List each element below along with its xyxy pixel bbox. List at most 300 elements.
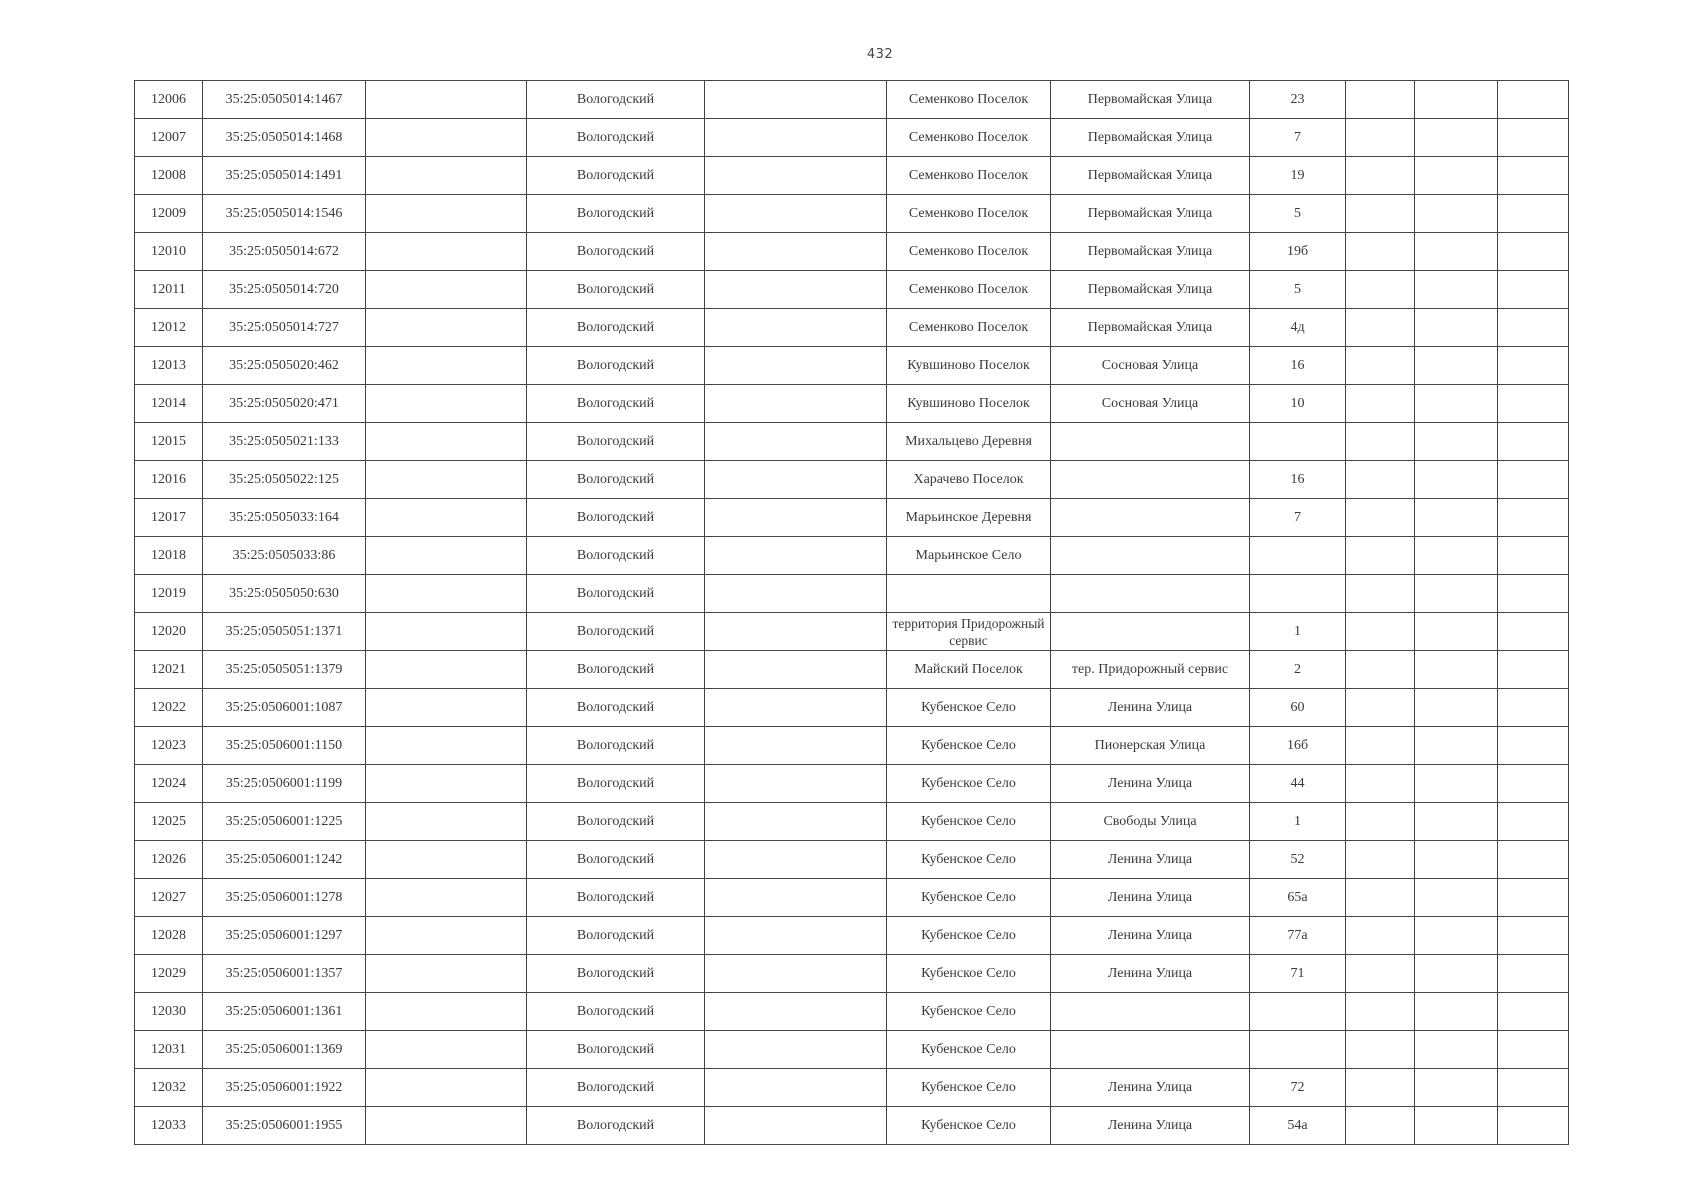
blank-cell-a xyxy=(366,537,527,575)
blank-cell-b xyxy=(705,689,887,727)
blank-cell-c xyxy=(1346,271,1415,309)
blank-cell-d xyxy=(1415,385,1498,423)
settlement-cell: Кувшиново Поселок xyxy=(887,385,1051,423)
blank-cell-a xyxy=(366,271,527,309)
settlement-cell: Марьинское Деревня xyxy=(887,499,1051,537)
street-cell: Первомайская Улица xyxy=(1051,157,1250,195)
blank-cell-b xyxy=(705,461,887,499)
blank-cell-d xyxy=(1415,689,1498,727)
blank-cell-b xyxy=(705,195,887,233)
row-number-cell: 12032 xyxy=(135,1069,203,1107)
cadastral-number-cell: 35:25:0505014:1468 xyxy=(203,119,366,157)
blank-cell-c xyxy=(1346,689,1415,727)
table-row xyxy=(135,499,1569,537)
blank-cell-d xyxy=(1415,119,1498,157)
blank-cell-c xyxy=(1346,119,1415,157)
blank-cell-a xyxy=(366,993,527,1031)
table-row xyxy=(135,157,1569,195)
blank-cell-a xyxy=(366,803,527,841)
row-number-cell: 12015 xyxy=(135,423,203,461)
district-cell: Вологодский xyxy=(527,347,705,385)
settlement-cell: Михальцево Деревня xyxy=(887,423,1051,461)
settlement-cell: Кубенское Село xyxy=(887,879,1051,917)
blank-cell-e xyxy=(1498,727,1569,765)
blank-cell-b xyxy=(705,385,887,423)
blank-cell-c xyxy=(1346,195,1415,233)
cadastral-number-cell: 35:25:0506001:1361 xyxy=(203,993,366,1031)
house-number-cell: 52 xyxy=(1250,841,1346,879)
blank-cell-a xyxy=(366,309,527,347)
house-number-cell: 54а xyxy=(1250,1107,1346,1145)
cadastral-number-cell: 35:25:0506001:1357 xyxy=(203,955,366,993)
district-cell: Вологодский xyxy=(527,993,705,1031)
house-number-cell: 5 xyxy=(1250,195,1346,233)
cadastral-number-cell: 35:25:0505014:1467 xyxy=(203,81,366,119)
blank-cell-a xyxy=(366,157,527,195)
cadastral-number-cell: 35:25:0506001:1242 xyxy=(203,841,366,879)
blank-cell-b xyxy=(705,233,887,271)
row-number-cell: 12022 xyxy=(135,689,203,727)
house-number-cell xyxy=(1250,537,1346,575)
row-number-cell: 12006 xyxy=(135,81,203,119)
blank-cell-c xyxy=(1346,765,1415,803)
blank-cell-a xyxy=(366,689,527,727)
street-cell xyxy=(1051,499,1250,537)
blank-cell-d xyxy=(1415,879,1498,917)
blank-cell-b xyxy=(705,955,887,993)
street-cell xyxy=(1051,461,1250,499)
blank-cell-c xyxy=(1346,1031,1415,1069)
settlement-cell: Кубенское Село xyxy=(887,727,1051,765)
blank-cell-b xyxy=(705,841,887,879)
district-cell: Вологодский xyxy=(527,423,705,461)
blank-cell-a xyxy=(366,461,527,499)
blank-cell-b xyxy=(705,993,887,1031)
table-row xyxy=(135,119,1569,157)
blank-cell-b xyxy=(705,651,887,689)
street-cell: Первомайская Улица xyxy=(1051,271,1250,309)
district-cell: Вологодский xyxy=(527,1069,705,1107)
blank-cell-c xyxy=(1346,879,1415,917)
table-row xyxy=(135,575,1569,613)
table-row xyxy=(135,879,1569,917)
blank-cell-d xyxy=(1415,1069,1498,1107)
district-cell: Вологодский xyxy=(527,651,705,689)
district-cell: Вологодский xyxy=(527,1107,705,1145)
table-row xyxy=(135,537,1569,575)
street-cell xyxy=(1051,575,1250,613)
house-number-cell xyxy=(1250,1031,1346,1069)
blank-cell-b xyxy=(705,879,887,917)
row-number-cell: 12010 xyxy=(135,233,203,271)
blank-cell-d xyxy=(1415,233,1498,271)
table-row xyxy=(135,689,1569,727)
street-cell: Первомайская Улица xyxy=(1051,233,1250,271)
street-cell: Ленина Улица xyxy=(1051,765,1250,803)
table-row xyxy=(135,613,1569,651)
blank-cell-c xyxy=(1346,81,1415,119)
blank-cell-a xyxy=(366,1107,527,1145)
blank-cell-e xyxy=(1498,803,1569,841)
blank-cell-e xyxy=(1498,537,1569,575)
settlement-cell: Семенково Поселок xyxy=(887,195,1051,233)
blank-cell-d xyxy=(1415,955,1498,993)
blank-cell-c xyxy=(1346,993,1415,1031)
blank-cell-c xyxy=(1346,651,1415,689)
blank-cell-a xyxy=(366,385,527,423)
blank-cell-c xyxy=(1346,803,1415,841)
blank-cell-a xyxy=(366,195,527,233)
district-cell: Вологодский xyxy=(527,157,705,195)
blank-cell-e xyxy=(1498,157,1569,195)
house-number-cell xyxy=(1250,575,1346,613)
cadastral-number-cell: 35:25:0506001:1225 xyxy=(203,803,366,841)
blank-cell-e xyxy=(1498,385,1569,423)
district-cell: Вологодский xyxy=(527,803,705,841)
blank-cell-c xyxy=(1346,917,1415,955)
blank-cell-d xyxy=(1415,727,1498,765)
district-cell: Вологодский xyxy=(527,613,705,651)
settlement-cell: Кубенское Село xyxy=(887,1031,1051,1069)
blank-cell-d xyxy=(1415,347,1498,385)
row-number-cell: 12008 xyxy=(135,157,203,195)
table-row xyxy=(135,727,1569,765)
cadastral-number-cell: 35:25:0506001:1278 xyxy=(203,879,366,917)
district-cell: Вологодский xyxy=(527,879,705,917)
street-cell: Сосновая Улица xyxy=(1051,385,1250,423)
row-number-cell: 12019 xyxy=(135,575,203,613)
blank-cell-b xyxy=(705,917,887,955)
street-cell xyxy=(1051,613,1250,651)
table-row xyxy=(135,1069,1569,1107)
street-cell: Первомайская Улица xyxy=(1051,309,1250,347)
blank-cell-a xyxy=(366,917,527,955)
blank-cell-a xyxy=(366,765,527,803)
cadastral-number-cell: 35:25:0505051:1379 xyxy=(203,651,366,689)
district-cell: Вологодский xyxy=(527,917,705,955)
district-cell: Вологодский xyxy=(527,537,705,575)
settlement-cell: Кубенское Село xyxy=(887,803,1051,841)
street-cell: Сосновая Улица xyxy=(1051,347,1250,385)
blank-cell-e xyxy=(1498,309,1569,347)
blank-cell-b xyxy=(705,1107,887,1145)
blank-cell-d xyxy=(1415,157,1498,195)
blank-cell-e xyxy=(1498,1107,1569,1145)
blank-cell-d xyxy=(1415,917,1498,955)
house-number-cell: 71 xyxy=(1250,955,1346,993)
street-cell: Ленина Улица xyxy=(1051,1107,1250,1145)
house-number-cell: 10 xyxy=(1250,385,1346,423)
settlement-cell: Семенково Поселок xyxy=(887,233,1051,271)
row-number-cell: 12023 xyxy=(135,727,203,765)
blank-cell-c xyxy=(1346,309,1415,347)
table-row xyxy=(135,1107,1569,1145)
blank-cell-e xyxy=(1498,841,1569,879)
blank-cell-c xyxy=(1346,461,1415,499)
blank-cell-d xyxy=(1415,309,1498,347)
blank-cell-e xyxy=(1498,195,1569,233)
blank-cell-a xyxy=(366,613,527,651)
blank-cell-b xyxy=(705,499,887,537)
blank-cell-c xyxy=(1346,423,1415,461)
settlement-cell: Кубенское Село xyxy=(887,765,1051,803)
blank-cell-b xyxy=(705,537,887,575)
row-number-cell: 12014 xyxy=(135,385,203,423)
settlement-cell: Кубенское Село xyxy=(887,841,1051,879)
blank-cell-c xyxy=(1346,841,1415,879)
blank-cell-e xyxy=(1498,917,1569,955)
cadastral-number-cell: 35:25:0505014:672 xyxy=(203,233,366,271)
cadastral-number-cell: 35:25:0505020:462 xyxy=(203,347,366,385)
row-number-cell: 12018 xyxy=(135,537,203,575)
blank-cell-d xyxy=(1415,537,1498,575)
cadastral-number-cell: 35:25:0505014:720 xyxy=(203,271,366,309)
district-cell: Вологодский xyxy=(527,309,705,347)
cadastral-number-cell: 35:25:0505033:86 xyxy=(203,537,366,575)
table-row xyxy=(135,81,1569,119)
blank-cell-e xyxy=(1498,499,1569,537)
blank-cell-a xyxy=(366,347,527,385)
street-cell xyxy=(1051,423,1250,461)
cadastral-number-cell: 35:25:0506001:1369 xyxy=(203,1031,366,1069)
table-row xyxy=(135,461,1569,499)
blank-cell-b xyxy=(705,727,887,765)
blank-cell-a xyxy=(366,879,527,917)
blank-cell-b xyxy=(705,575,887,613)
house-number-cell xyxy=(1250,993,1346,1031)
table-row xyxy=(135,233,1569,271)
blank-cell-e xyxy=(1498,461,1569,499)
district-cell: Вологодский xyxy=(527,81,705,119)
district-cell: Вологодский xyxy=(527,119,705,157)
row-number-cell: 12027 xyxy=(135,879,203,917)
house-number-cell: 16 xyxy=(1250,347,1346,385)
house-number-cell: 7 xyxy=(1250,119,1346,157)
district-cell: Вологодский xyxy=(527,271,705,309)
table-row xyxy=(135,1031,1569,1069)
settlement-cell: Кубенское Село xyxy=(887,1069,1051,1107)
blank-cell-d xyxy=(1415,803,1498,841)
table-row xyxy=(135,385,1569,423)
blank-cell-b xyxy=(705,157,887,195)
cadastral-number-cell: 35:25:0506001:1150 xyxy=(203,727,366,765)
row-number-cell: 12029 xyxy=(135,955,203,993)
table-row xyxy=(135,993,1569,1031)
district-cell: Вологодский xyxy=(527,461,705,499)
blank-cell-d xyxy=(1415,81,1498,119)
house-number-cell: 19б xyxy=(1250,233,1346,271)
blank-cell-a xyxy=(366,727,527,765)
blank-cell-d xyxy=(1415,499,1498,537)
blank-cell-c xyxy=(1346,157,1415,195)
street-cell: Свободы Улица xyxy=(1051,803,1250,841)
cadastral-number-cell: 35:25:0505014:1546 xyxy=(203,195,366,233)
settlement-cell: Кубенское Село xyxy=(887,1107,1051,1145)
blank-cell-b xyxy=(705,119,887,157)
street-cell: Первомайская Улица xyxy=(1051,119,1250,157)
district-cell: Вологодский xyxy=(527,689,705,727)
blank-cell-c xyxy=(1346,1107,1415,1145)
blank-cell-d xyxy=(1415,993,1498,1031)
blank-cell-a xyxy=(366,499,527,537)
blank-cell-e xyxy=(1498,613,1569,651)
blank-cell-b xyxy=(705,347,887,385)
street-cell: Ленина Улица xyxy=(1051,917,1250,955)
blank-cell-a xyxy=(366,575,527,613)
house-number-cell: 23 xyxy=(1250,81,1346,119)
blank-cell-a xyxy=(366,423,527,461)
cadastral-number-cell: 35:25:0505014:727 xyxy=(203,309,366,347)
district-cell: Вологодский xyxy=(527,195,705,233)
row-number-cell: 12011 xyxy=(135,271,203,309)
blank-cell-c xyxy=(1346,233,1415,271)
street-cell: Ленина Улица xyxy=(1051,879,1250,917)
district-cell: Вологодский xyxy=(527,955,705,993)
blank-cell-e xyxy=(1498,689,1569,727)
cadastral-number-cell: 35:25:0506001:1297 xyxy=(203,917,366,955)
house-number-cell: 16б xyxy=(1250,727,1346,765)
settlement-cell: Семенково Поселок xyxy=(887,81,1051,119)
blank-cell-b xyxy=(705,765,887,803)
blank-cell-e xyxy=(1498,993,1569,1031)
settlement-cell: Семенково Поселок xyxy=(887,119,1051,157)
blank-cell-e xyxy=(1498,1069,1569,1107)
blank-cell-c xyxy=(1346,537,1415,575)
cadastral-number-cell: 35:25:0505014:1491 xyxy=(203,157,366,195)
table-row xyxy=(135,423,1569,461)
settlement-cell: Кубенское Село xyxy=(887,993,1051,1031)
table-row xyxy=(135,841,1569,879)
row-number-cell: 12031 xyxy=(135,1031,203,1069)
street-cell: Ленина Улица xyxy=(1051,1069,1250,1107)
blank-cell-d xyxy=(1415,423,1498,461)
settlement-cell: Кубенское Село xyxy=(887,689,1051,727)
row-number-cell: 12024 xyxy=(135,765,203,803)
blank-cell-d xyxy=(1415,765,1498,803)
settlement-cell: Семенково Поселок xyxy=(887,271,1051,309)
blank-cell-d xyxy=(1415,1107,1498,1145)
blank-cell-a xyxy=(366,955,527,993)
house-number-cell: 72 xyxy=(1250,1069,1346,1107)
settlement-cell: Марьинское Село xyxy=(887,537,1051,575)
blank-cell-e xyxy=(1498,347,1569,385)
house-number-cell: 65а xyxy=(1250,879,1346,917)
settlement-cell: Кубенское Село xyxy=(887,917,1051,955)
blank-cell-a xyxy=(366,1069,527,1107)
district-cell: Вологодский xyxy=(527,841,705,879)
street-cell: Ленина Улица xyxy=(1051,689,1250,727)
cadastral-number-cell: 35:25:0505033:164 xyxy=(203,499,366,537)
row-number-cell: 12028 xyxy=(135,917,203,955)
blank-cell-e xyxy=(1498,765,1569,803)
house-number-cell: 7 xyxy=(1250,499,1346,537)
street-cell xyxy=(1051,993,1250,1031)
blank-cell-c xyxy=(1346,613,1415,651)
table-row xyxy=(135,271,1569,309)
street-cell: Ленина Улица xyxy=(1051,955,1250,993)
row-number-cell: 12020 xyxy=(135,613,203,651)
table-row xyxy=(135,309,1569,347)
row-number-cell: 12016 xyxy=(135,461,203,499)
blank-cell-d xyxy=(1415,575,1498,613)
district-cell: Вологодский xyxy=(527,727,705,765)
blank-cell-a xyxy=(366,233,527,271)
page-number: 432 xyxy=(866,47,894,62)
registry-body xyxy=(135,81,1569,1145)
settlement-cell: Харачево Поселок xyxy=(887,461,1051,499)
house-number-cell: 77а xyxy=(1250,917,1346,955)
house-number-cell: 4д xyxy=(1250,309,1346,347)
settlement-cell: территория Придорожный сервис xyxy=(887,613,1051,651)
district-cell: Вологодский xyxy=(527,765,705,803)
blank-cell-e xyxy=(1498,1031,1569,1069)
cadastral-number-cell: 35:25:0506001:1955 xyxy=(203,1107,366,1145)
blank-cell-a xyxy=(366,841,527,879)
blank-cell-d xyxy=(1415,841,1498,879)
district-cell: Вологодский xyxy=(527,499,705,537)
cadastral-number-cell: 35:25:0505051:1371 xyxy=(203,613,366,651)
house-number-cell: 60 xyxy=(1250,689,1346,727)
table-row xyxy=(135,955,1569,993)
street-cell: Пионерская Улица xyxy=(1051,727,1250,765)
street-cell: Первомайская Улица xyxy=(1051,81,1250,119)
row-number-cell: 12021 xyxy=(135,651,203,689)
blank-cell-e xyxy=(1498,233,1569,271)
blank-cell-c xyxy=(1346,499,1415,537)
table-row xyxy=(135,347,1569,385)
blank-cell-d xyxy=(1415,461,1498,499)
district-cell: Вологодский xyxy=(527,575,705,613)
house-number-cell: 19 xyxy=(1250,157,1346,195)
cadastral-number-cell: 35:25:0505022:125 xyxy=(203,461,366,499)
settlement-cell: Семенково Поселок xyxy=(887,309,1051,347)
blank-cell-b xyxy=(705,613,887,651)
row-number-cell: 12009 xyxy=(135,195,203,233)
blank-cell-b xyxy=(705,81,887,119)
blank-cell-a xyxy=(366,81,527,119)
blank-cell-b xyxy=(705,1069,887,1107)
blank-cell-e xyxy=(1498,271,1569,309)
street-cell: Ленина Улица xyxy=(1051,841,1250,879)
blank-cell-e xyxy=(1498,955,1569,993)
registry-table xyxy=(134,80,1569,1145)
blank-cell-e xyxy=(1498,651,1569,689)
row-number-cell: 12030 xyxy=(135,993,203,1031)
blank-cell-e xyxy=(1498,879,1569,917)
blank-cell-c xyxy=(1346,575,1415,613)
blank-cell-a xyxy=(366,1031,527,1069)
house-number-cell: 16 xyxy=(1250,461,1346,499)
blank-cell-b xyxy=(705,803,887,841)
cadastral-number-cell: 35:25:0506001:1087 xyxy=(203,689,366,727)
blank-cell-a xyxy=(366,119,527,157)
cadastral-number-cell: 35:25:0506001:1199 xyxy=(203,765,366,803)
blank-cell-c xyxy=(1346,385,1415,423)
table-row xyxy=(135,917,1569,955)
blank-cell-e xyxy=(1498,81,1569,119)
blank-cell-d xyxy=(1415,613,1498,651)
blank-cell-e xyxy=(1498,423,1569,461)
settlement-cell: Кубенское Село xyxy=(887,955,1051,993)
district-cell: Вологодский xyxy=(527,233,705,271)
blank-cell-a xyxy=(366,651,527,689)
street-cell: тер. Придорожный сервис xyxy=(1051,651,1250,689)
blank-cell-e xyxy=(1498,119,1569,157)
row-number-cell: 12012 xyxy=(135,309,203,347)
street-cell: Первомайская Улица xyxy=(1051,195,1250,233)
table-row xyxy=(135,765,1569,803)
blank-cell-e xyxy=(1498,575,1569,613)
